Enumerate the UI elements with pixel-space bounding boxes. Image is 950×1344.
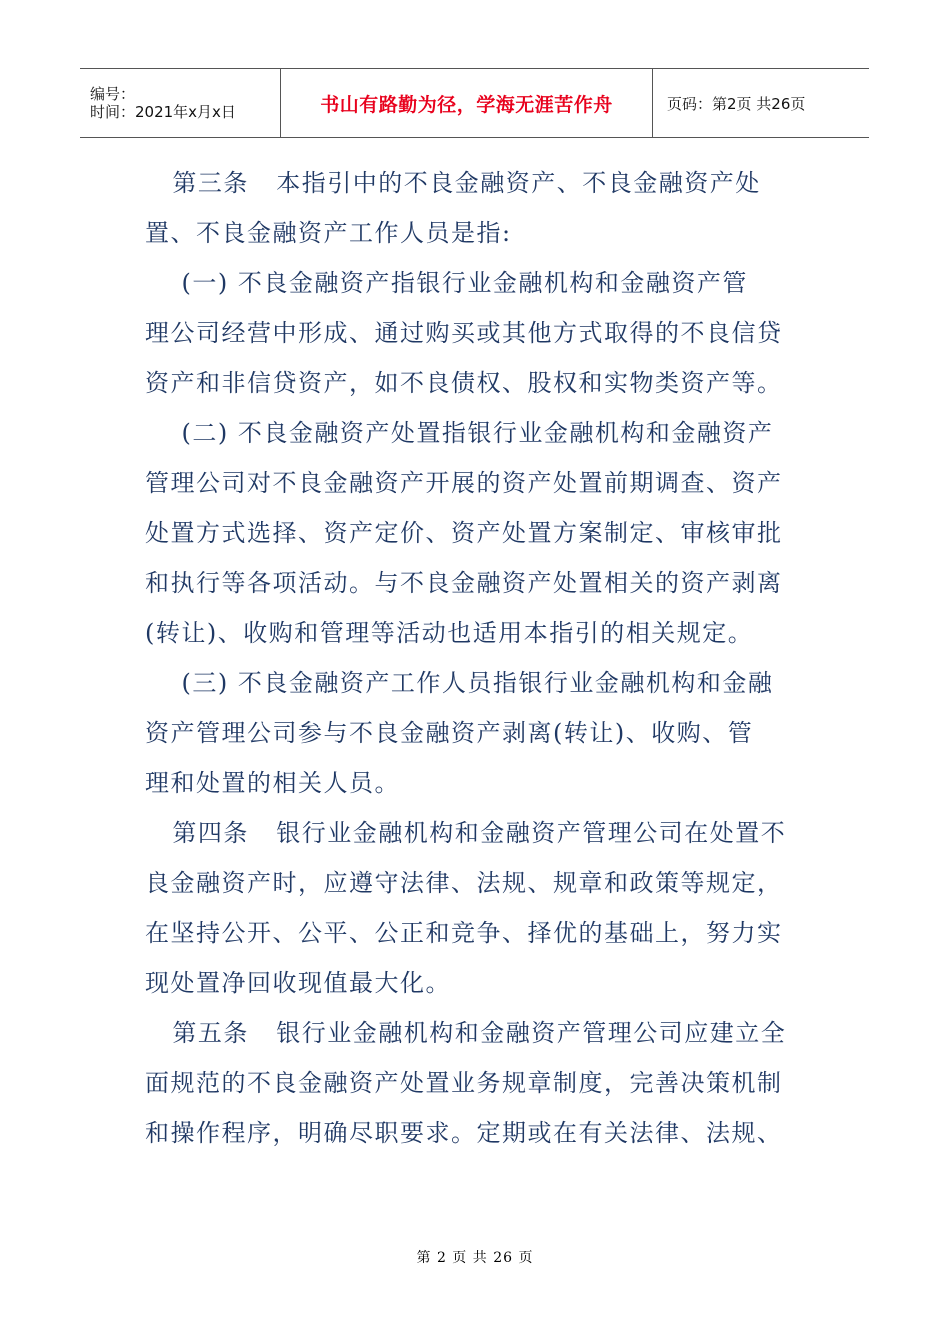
body-line: 理公司经营中形成、通过购买或其他方式取得的不良信贷 [145,319,783,347]
time-label: 时间：2021年x月x日 [90,103,236,121]
header-meta [80,69,281,137]
header-page-info: 页码：第2页 共26页 [667,94,806,113]
page-footer: 第 2 页 共 26 页 [416,1250,534,1266]
body-line: (三) 不良金融资产工作人员指银行业金融机构和金融 [145,669,774,697]
body-line: 在坚持公开、公平、公正和竞争、择优的基础上，努力实 [145,919,783,947]
number-label: 编号： [90,85,136,103]
body-line: 理和处置的相关人员。 [145,769,400,797]
body-line: 第四条 银行业金融机构和金融资产管理公司在处置不 [145,819,787,847]
body-line: 良金融资产时，应遵守法律、法规、规章和政策等规定， [145,869,783,897]
header-motto: 书山有路勤为径，学海无涯苦作舟 [320,93,613,116]
document-header [80,68,869,138]
header-motto-cell [281,69,653,137]
body-line: (一) 不良金融资产指银行业金融机构和金融资产管 [145,269,748,297]
body-line: (二) 不良金融资产处置指银行业金融机构和金融资产 [145,419,774,447]
body-line: (转让)、收购和管理等活动也适用本指引的相关规定。 [145,619,754,647]
body-line: 和操作程序，明确尽职要求。定期或在有关法律、法规、 [145,1119,783,1147]
body-line: 资产和非信贷资产，如不良债权、股权和实物类资产等。 [145,369,783,397]
header-page-info-cell [653,69,869,137]
body-line: 处置方式选择、资产定价、资产处置方案制定、审核审批 [145,519,783,547]
document-body [145,158,825,1158]
body-line: 管理公司对不良金融资产开展的资产处置前期调查、资产 [145,469,783,497]
body-line: 现处置净回收现值最大化。 [145,969,451,997]
body-line: 第五条 银行业金融机构和金融资产管理公司应建立全 [145,1019,787,1047]
body-line: 第三条 本指引中的不良金融资产、不良金融资产处 [145,169,761,197]
body-line: 置、不良金融资产工作人员是指: [145,219,512,247]
body-line: 资产管理公司参与不良金融资产剥离(转让)、收购、管 [145,719,754,747]
body-line: 和执行等各项活动。与不良金融资产处置相关的资产剥离 [145,569,783,597]
body-line: 面规范的不良金融资产处置业务规章制度，完善决策机制 [145,1069,783,1097]
